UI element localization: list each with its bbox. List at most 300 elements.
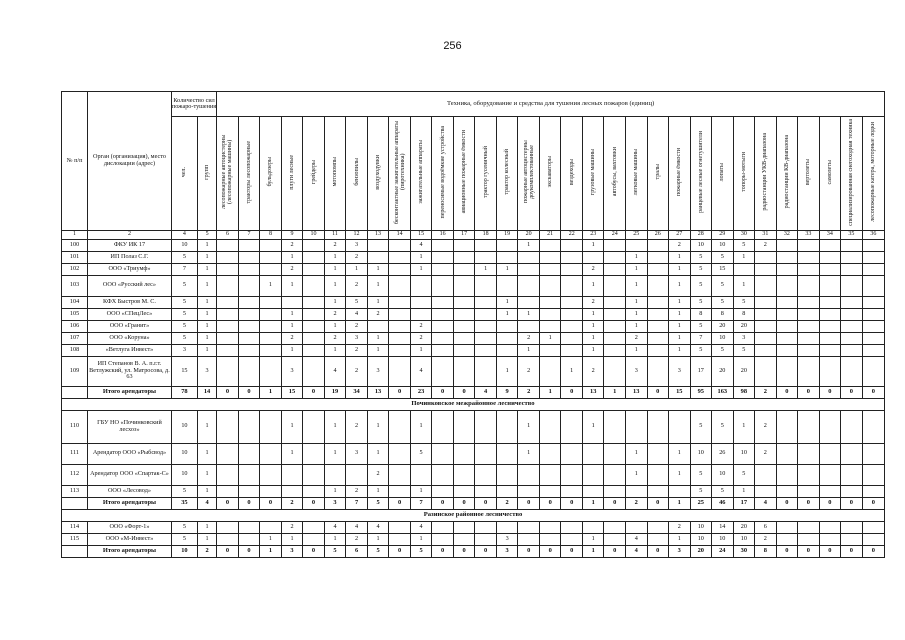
value-cell xyxy=(238,344,260,356)
value-cell: 2 xyxy=(367,308,389,320)
value-cell: 1 xyxy=(281,275,303,296)
value-cell xyxy=(453,344,475,356)
value-cell: 5 xyxy=(367,497,389,509)
value-cell: 1 xyxy=(518,239,540,251)
value-cell xyxy=(755,263,777,275)
value-cell: 1 xyxy=(582,275,604,296)
value-cell xyxy=(303,263,325,275)
value-cell: 2 xyxy=(625,332,647,344)
value-cell: 1 xyxy=(260,545,282,557)
value-cell: 1 xyxy=(518,308,540,320)
value-cell: 5 xyxy=(712,296,734,308)
value-cell xyxy=(582,485,604,497)
header-num: № п/п xyxy=(62,92,88,231)
value-cell xyxy=(819,464,841,485)
table-row xyxy=(62,443,885,464)
value-cell xyxy=(432,263,454,275)
value-cell xyxy=(625,410,647,443)
value-cell: 1 xyxy=(625,275,647,296)
value-cell xyxy=(475,275,497,296)
value-cell xyxy=(496,521,518,533)
value-cell xyxy=(647,239,669,251)
value-cell xyxy=(798,332,820,344)
value-cell: 3 xyxy=(367,356,389,386)
value-cell: 1 xyxy=(582,533,604,545)
value-cell xyxy=(518,263,540,275)
org-cell: ГБУ НО «Починковский лесхоз» xyxy=(88,410,172,443)
value-cell xyxy=(518,320,540,332)
value-cell: 0 xyxy=(604,497,626,509)
value-cell: 2 xyxy=(346,344,368,356)
value-cell: 1 xyxy=(733,485,755,497)
value-cell: 2 xyxy=(346,356,368,386)
value-cell: 5 xyxy=(690,320,712,332)
value-cell xyxy=(862,464,884,485)
column-number: 22 xyxy=(561,230,583,239)
value-cell xyxy=(217,308,239,320)
value-cell: 1 xyxy=(281,320,303,332)
value-cell xyxy=(389,443,411,464)
value-cell xyxy=(561,521,583,533)
value-cell: 1 xyxy=(733,251,755,263)
value-cell: 4 xyxy=(346,521,368,533)
org-cell: ООО «СПецЛес» xyxy=(88,308,172,320)
value-cell xyxy=(303,410,325,443)
column-number: 5 xyxy=(197,230,216,239)
row-number-cell: 114 xyxy=(62,521,88,533)
value-cell xyxy=(518,296,540,308)
value-cell xyxy=(582,251,604,263)
value-cell xyxy=(862,251,884,263)
value-cell xyxy=(776,308,798,320)
value-cell xyxy=(475,344,497,356)
value-cell xyxy=(432,320,454,332)
value-cell: 1 xyxy=(561,356,583,386)
value-cell: 5 xyxy=(733,239,755,251)
value-cell: 1 xyxy=(669,263,691,275)
value-cell xyxy=(303,332,325,344)
value-cell xyxy=(819,320,841,332)
value-cell: 98 xyxy=(733,386,755,398)
value-cell xyxy=(410,308,432,320)
value-cell xyxy=(819,410,841,443)
value-cell xyxy=(260,308,282,320)
value-cell xyxy=(798,344,820,356)
value-cell: 5 xyxy=(346,296,368,308)
value-cell xyxy=(561,239,583,251)
value-cell xyxy=(561,485,583,497)
value-cell xyxy=(819,485,841,497)
value-cell xyxy=(475,443,497,464)
value-cell: 5 xyxy=(690,410,712,443)
value-cell: 0 xyxy=(453,497,475,509)
value-cell: 0 xyxy=(518,497,540,509)
value-cell xyxy=(669,485,691,497)
header-equipment-col: лесопожарные автоцистерны (лесопожарные машины) xyxy=(217,117,239,231)
value-cell xyxy=(432,410,454,443)
value-cell: 1 xyxy=(625,443,647,464)
value-cell: 7 xyxy=(690,332,712,344)
value-cell xyxy=(238,263,260,275)
value-cell xyxy=(561,344,583,356)
value-cell xyxy=(776,320,798,332)
value-cell xyxy=(561,443,583,464)
row-number-cell: 105 xyxy=(62,308,88,320)
value-cell: 1 xyxy=(197,533,216,545)
value-cell: 1 xyxy=(324,275,346,296)
value-cell: 0 xyxy=(303,386,325,398)
value-cell xyxy=(475,308,497,320)
value-cell xyxy=(539,308,561,320)
value-cell: 46 xyxy=(712,497,734,509)
value-cell xyxy=(539,239,561,251)
value-cell: 5 xyxy=(712,344,734,356)
value-cell: 5 xyxy=(712,410,734,443)
value-cell xyxy=(453,464,475,485)
value-cell xyxy=(389,410,411,443)
value-cell: 5 xyxy=(733,296,755,308)
value-cell xyxy=(389,296,411,308)
value-cell xyxy=(539,296,561,308)
value-cell xyxy=(862,344,884,356)
value-cell: 20 xyxy=(733,320,755,332)
header-equipment-col: трактор колесный xyxy=(496,117,518,231)
value-cell: 0 xyxy=(389,497,411,509)
value-cell xyxy=(260,332,282,344)
value-cell xyxy=(496,239,518,251)
value-cell xyxy=(281,485,303,497)
value-cell xyxy=(303,485,325,497)
value-cell: 3 xyxy=(669,356,691,386)
value-cell: 10 xyxy=(171,410,197,443)
value-cell: 1 xyxy=(367,533,389,545)
value-cell: 3 xyxy=(625,356,647,386)
value-cell: 2 xyxy=(755,443,777,464)
value-cell xyxy=(389,533,411,545)
value-cell xyxy=(776,296,798,308)
row-number-cell: 100 xyxy=(62,239,88,251)
value-cell: 5 xyxy=(690,344,712,356)
value-cell xyxy=(432,443,454,464)
value-cell: 8 xyxy=(712,308,734,320)
value-cell xyxy=(776,332,798,344)
org-cell: ООО «Лесовод» xyxy=(88,485,172,497)
value-cell xyxy=(518,521,540,533)
value-cell xyxy=(410,296,432,308)
value-cell xyxy=(432,521,454,533)
row-number-cell: 104 xyxy=(62,296,88,308)
value-cell xyxy=(475,485,497,497)
value-cell xyxy=(217,251,239,263)
value-cell: 5 xyxy=(171,308,197,320)
value-cell: 15 xyxy=(281,386,303,398)
value-cell: 1 xyxy=(733,410,755,443)
value-cell xyxy=(669,410,691,443)
value-cell xyxy=(453,410,475,443)
value-cell xyxy=(798,443,820,464)
value-cell: 1 xyxy=(625,263,647,275)
value-cell xyxy=(841,332,863,344)
value-cell: 1 xyxy=(410,263,432,275)
total-row xyxy=(62,545,885,557)
value-cell: 1 xyxy=(582,344,604,356)
header-equipment-col: переносимые водоёмкие устройства xyxy=(432,117,454,231)
value-cell: 1 xyxy=(669,533,691,545)
column-number: 7 xyxy=(238,230,260,239)
value-cell xyxy=(776,485,798,497)
value-cell xyxy=(518,464,540,485)
value-cell: 5 xyxy=(410,545,432,557)
org-cell: Арендатор ООО «Рыбсвод» xyxy=(88,443,172,464)
value-cell: 2 xyxy=(367,464,389,485)
header-equipment-col: авиационные пожарные ёмкости xyxy=(453,117,475,231)
value-cell: 5 xyxy=(171,521,197,533)
org-cell: ИП Полаз С.Г. xyxy=(88,251,172,263)
value-cell xyxy=(539,485,561,497)
column-number: 31 xyxy=(755,230,777,239)
value-cell: 1 xyxy=(197,344,216,356)
org-cell: ООО «М-Инвест» xyxy=(88,533,172,545)
value-cell xyxy=(647,263,669,275)
value-cell xyxy=(260,521,282,533)
table-row xyxy=(62,239,885,251)
value-cell: 35 xyxy=(171,497,197,509)
value-cell xyxy=(647,344,669,356)
value-cell: 25 xyxy=(690,497,712,509)
column-number: 2 xyxy=(88,230,172,239)
header-equipment-col: трактор гусеничный xyxy=(475,117,497,231)
column-number: 8 xyxy=(260,230,282,239)
value-cell: 2 xyxy=(346,533,368,545)
value-cell xyxy=(561,296,583,308)
value-cell: 8 xyxy=(733,308,755,320)
value-cell xyxy=(539,344,561,356)
value-cell xyxy=(389,275,411,296)
value-cell: 1 xyxy=(582,239,604,251)
value-cell xyxy=(432,464,454,485)
value-cell xyxy=(561,320,583,332)
value-cell: 1 xyxy=(604,386,626,398)
value-cell: 1 xyxy=(669,251,691,263)
value-cell: 0 xyxy=(539,545,561,557)
value-cell: 1 xyxy=(367,485,389,497)
value-cell xyxy=(281,464,303,485)
value-cell: 1 xyxy=(669,275,691,296)
value-cell xyxy=(496,332,518,344)
value-cell xyxy=(475,251,497,263)
value-cell xyxy=(625,485,647,497)
value-cell: 95 xyxy=(690,386,712,398)
value-cell: 1 xyxy=(324,533,346,545)
value-cell xyxy=(453,533,475,545)
row-number-cell: 106 xyxy=(62,320,88,332)
value-cell: 5 xyxy=(171,485,197,497)
header-equipment-col: вездеходы xyxy=(561,117,583,231)
table-row xyxy=(62,308,885,320)
value-cell xyxy=(389,239,411,251)
value-cell: 0 xyxy=(432,386,454,398)
value-cell: 1 xyxy=(197,410,216,443)
value-cell: 2 xyxy=(518,332,540,344)
value-cell xyxy=(475,332,497,344)
value-cell xyxy=(604,332,626,344)
value-cell: 1 xyxy=(197,485,216,497)
value-cell xyxy=(432,332,454,344)
value-cell xyxy=(453,320,475,332)
value-cell: 0 xyxy=(238,497,260,509)
value-cell: 13 xyxy=(625,386,647,398)
column-number: 11 xyxy=(324,230,346,239)
value-cell xyxy=(604,521,626,533)
value-cell: 2 xyxy=(346,485,368,497)
value-cell xyxy=(604,443,626,464)
value-cell: 5 xyxy=(690,485,712,497)
value-cell xyxy=(432,533,454,545)
value-cell xyxy=(647,443,669,464)
header-equipment-col: пожарные ёмкости xyxy=(669,117,691,231)
page-number: 256 xyxy=(443,40,462,52)
value-cell xyxy=(217,533,239,545)
value-cell: 1 xyxy=(496,263,518,275)
value-cell: 5 xyxy=(410,443,432,464)
value-cell: 0 xyxy=(518,545,540,557)
value-cell xyxy=(755,332,777,344)
value-cell xyxy=(604,533,626,545)
value-cell xyxy=(776,275,798,296)
value-cell xyxy=(604,344,626,356)
value-cell xyxy=(647,308,669,320)
value-cell xyxy=(260,443,282,464)
value-cell xyxy=(841,275,863,296)
org-cell: Итого арендаторы xyxy=(88,545,172,557)
value-cell xyxy=(819,239,841,251)
value-cell: 1 xyxy=(669,332,691,344)
value-cell: 2 xyxy=(281,332,303,344)
row-number-cell: 107 xyxy=(62,332,88,344)
value-cell: 1 xyxy=(197,521,216,533)
value-cell: 1 xyxy=(367,443,389,464)
value-cell xyxy=(841,464,863,485)
value-cell: 5 xyxy=(733,464,755,485)
value-cell: 5 xyxy=(712,485,734,497)
column-number: 29 xyxy=(712,230,734,239)
value-cell xyxy=(539,356,561,386)
value-cell xyxy=(841,263,863,275)
value-cell: 3 xyxy=(281,545,303,557)
value-cell: 0 xyxy=(841,545,863,557)
section-title: Разинское районное лесничество xyxy=(62,509,885,521)
value-cell xyxy=(453,521,475,533)
value-cell: 10 xyxy=(690,443,712,464)
header-org: Орган (организация), место дислокации (адрес) xyxy=(88,92,172,231)
value-cell xyxy=(346,464,368,485)
value-cell xyxy=(260,344,282,356)
value-cell xyxy=(217,332,239,344)
value-cell xyxy=(819,275,841,296)
value-cell: 1 xyxy=(410,344,432,356)
value-cell xyxy=(303,356,325,386)
value-cell xyxy=(862,239,884,251)
section-row xyxy=(62,509,885,521)
value-cell xyxy=(410,275,432,296)
value-cell xyxy=(303,464,325,485)
org-cell: ИП Степанов В. А. п.г.т. Ветлужский, ул. Матросова, д. 63 xyxy=(88,356,172,386)
value-cell: 30 xyxy=(733,545,755,557)
header-equipment-col: топоры-мотыги xyxy=(733,117,755,231)
value-cell xyxy=(410,464,432,485)
value-cell xyxy=(303,443,325,464)
value-cell: 0 xyxy=(561,497,583,509)
value-cell: 10 xyxy=(171,545,197,557)
value-cell: 4 xyxy=(324,356,346,386)
value-cell: 4 xyxy=(346,308,368,320)
value-cell: 0 xyxy=(389,386,411,398)
value-cell: 0 xyxy=(776,497,798,509)
header-equipment-col: воздуходувки xyxy=(367,117,389,231)
column-number: 35 xyxy=(841,230,863,239)
value-cell: 3 xyxy=(346,332,368,344)
value-cell: 6 xyxy=(755,521,777,533)
value-cell xyxy=(819,308,841,320)
value-cell: 10 xyxy=(171,443,197,464)
value-cell xyxy=(625,239,647,251)
value-cell xyxy=(647,464,669,485)
value-cell xyxy=(798,410,820,443)
value-cell: 0 xyxy=(776,545,798,557)
column-number: 28 xyxy=(690,230,712,239)
column-number: 33 xyxy=(798,230,820,239)
value-cell xyxy=(561,251,583,263)
value-cell: 1 xyxy=(197,275,216,296)
value-cell xyxy=(755,296,777,308)
value-cell xyxy=(303,308,325,320)
table-row xyxy=(62,533,885,545)
header-equipment-col: бензопилы xyxy=(346,117,368,231)
value-cell: 1 xyxy=(324,410,346,443)
value-cell: 15 xyxy=(669,386,691,398)
value-cell xyxy=(475,410,497,443)
value-cell xyxy=(819,521,841,533)
value-cell: 10 xyxy=(712,239,734,251)
value-cell: 1 xyxy=(625,344,647,356)
value-cell: 1 xyxy=(260,275,282,296)
value-cell xyxy=(819,296,841,308)
value-cell: 10 xyxy=(690,521,712,533)
value-cell: 1 xyxy=(475,263,497,275)
value-cell xyxy=(798,239,820,251)
value-cell: 3 xyxy=(171,344,197,356)
value-cell: 5 xyxy=(733,344,755,356)
value-cell: 7 xyxy=(171,263,197,275)
table-row xyxy=(62,320,885,332)
value-cell: 0 xyxy=(432,497,454,509)
header-equipment-col: лесопожарные катера, моторные лодки xyxy=(862,117,884,231)
row-number-cell: 102 xyxy=(62,263,88,275)
value-cell: 0 xyxy=(604,545,626,557)
value-cell: 2 xyxy=(281,239,303,251)
value-cell: 1 xyxy=(367,410,389,443)
value-cell xyxy=(604,275,626,296)
value-cell xyxy=(260,251,282,263)
value-cell: 14 xyxy=(197,386,216,398)
value-cell: 1 xyxy=(197,296,216,308)
value-cell xyxy=(862,320,884,332)
fire-resources-table xyxy=(61,91,885,558)
value-cell: 1 xyxy=(260,533,282,545)
value-cell xyxy=(238,521,260,533)
value-cell: 0 xyxy=(561,386,583,398)
value-cell: 10 xyxy=(733,443,755,464)
